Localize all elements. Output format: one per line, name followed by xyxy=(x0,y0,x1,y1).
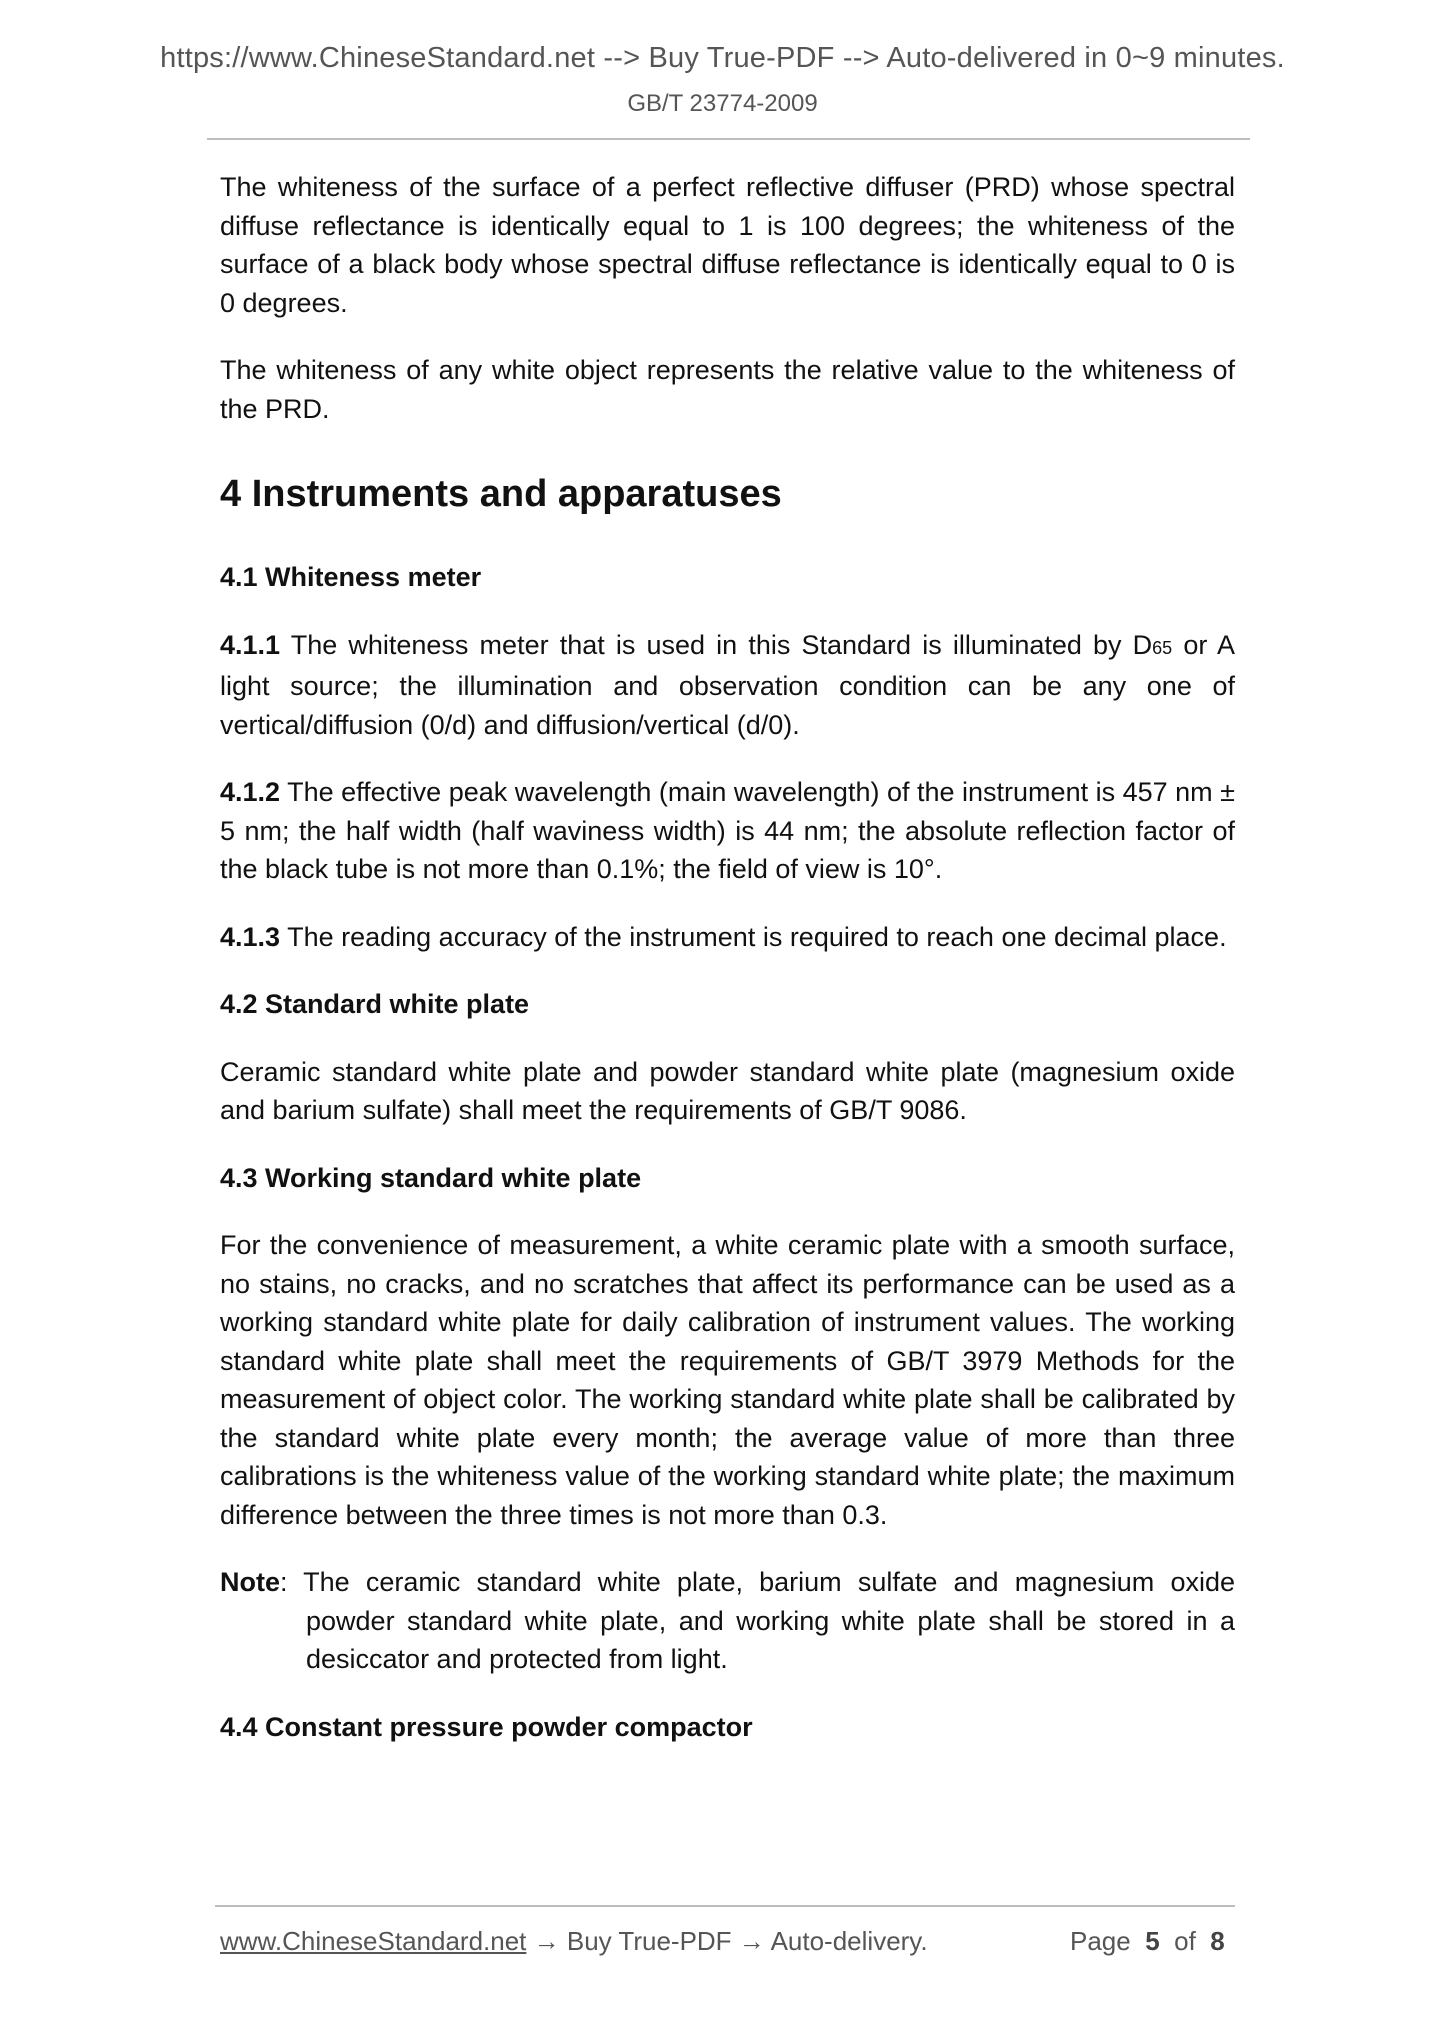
footer-divider xyxy=(215,1905,1235,1907)
paragraph-relative-whiteness: The whiteness of any white object represents the relative value to the whiteness of the PRD. xyxy=(220,355,1235,424)
section-heading-4-2: 4.2 Standard white plate xyxy=(220,989,530,1019)
page-indicator xyxy=(1070,1926,1225,1957)
clause-text-continued: or A light source; the illumination and observation condition can be any one of vertical/diffusion (0/d) and diffusion/vertical (d/0). xyxy=(220,629,1235,740)
paragraph-prd-whiteness: The whiteness of the surface of a perfect reflective diffuser (PRD) whose spectral diffuse reflectance is identically equal to 1 is 100 degrees; the whiteness of the surface of a black body whose spectral diffuse reflectance is identically equal to 0 is 0 degrees. xyxy=(220,172,1235,318)
clause-text: The whiteness meter that is used in this Standard is illuminated by D xyxy=(280,629,1153,660)
note-label: Note xyxy=(220,1567,280,1597)
document-body xyxy=(220,168,1235,1775)
section-heading-4: 4 Instruments and apparatuses xyxy=(220,473,782,515)
clause-4-1-3 xyxy=(220,918,1235,957)
header-divider xyxy=(207,138,1250,140)
section-heading-4-1: 4.1 Whiteness meter xyxy=(220,562,482,592)
clause-text: The reading accuracy of the instrument is required to reach one decimal place. xyxy=(280,921,1227,952)
clause-text: The effective peak wavelength (main wavelength) of the instrument is 457 nm ± 5 nm; the half width (half waviness width) is 44 nm; the absolute reflection factor of the black tube is not more than 0.1%; the field of view is 10°. xyxy=(220,777,1235,884)
page-total: 8 xyxy=(1210,1926,1225,1956)
section-heading-4-4: 4.4 Constant pressure powder compactor xyxy=(220,1711,753,1742)
paragraph-standard-white-plate: Ceramic standard white plate and powder standard white plate (magnesium oxide and barium sulfate) shall meet the requirements of GB/T 9086. xyxy=(220,1056,1235,1125)
footer-promo-text: → Buy True-PDF → Auto-delivery. xyxy=(526,1926,928,1956)
clause-number: 4.1.1 xyxy=(220,629,281,660)
document-code: GB/T 23774-2009 xyxy=(627,90,818,117)
section-heading-4-3: 4.3 Working standard white plate xyxy=(220,1162,642,1193)
note xyxy=(220,1563,1235,1679)
footer-site-link[interactable]: www.ChineseStandard.net xyxy=(220,1926,527,1956)
footer-promo xyxy=(220,1926,928,1957)
subscript-65: 65 xyxy=(1152,637,1173,658)
clause-number: 4.1.2 xyxy=(220,777,281,807)
of-label: of xyxy=(1174,1926,1196,1956)
page-label: Page xyxy=(1070,1926,1131,1956)
note-text: : The ceramic standard white plate, barium sulfate and magnesium oxide powder standard white plate, and working white plate shall be stored in a desiccator and protected from light. xyxy=(280,1567,1235,1674)
paragraph-working-standard-white-plate: For the convenience of measurement, a white ceramic plate with a smooth surface, no stains, no cracks, and no scratches that affect its performance can be used as a working standard white plate for daily calibration of instrument values. The working standard white plate shall meet the requirements of GB/T 3979 Methods for the measurement of object color. The working standard white plate shall be calibrated by the standard white plate every month; the average value of more than three calibrations is the whiteness value of the working standard white plate; the maximum difference between the three times is not more than 0.3. xyxy=(220,1230,1235,1530)
clause-number: 4.1.3 xyxy=(220,921,281,952)
page-number: 5 xyxy=(1145,1926,1160,1956)
clause-4-1-2 xyxy=(220,773,1235,889)
source-banner: https://www.ChineseStandard.net --> Buy True-PDF --> Auto-delivered in 0~9 minutes. xyxy=(160,42,1285,74)
clause-4-1-1 xyxy=(220,626,1235,745)
